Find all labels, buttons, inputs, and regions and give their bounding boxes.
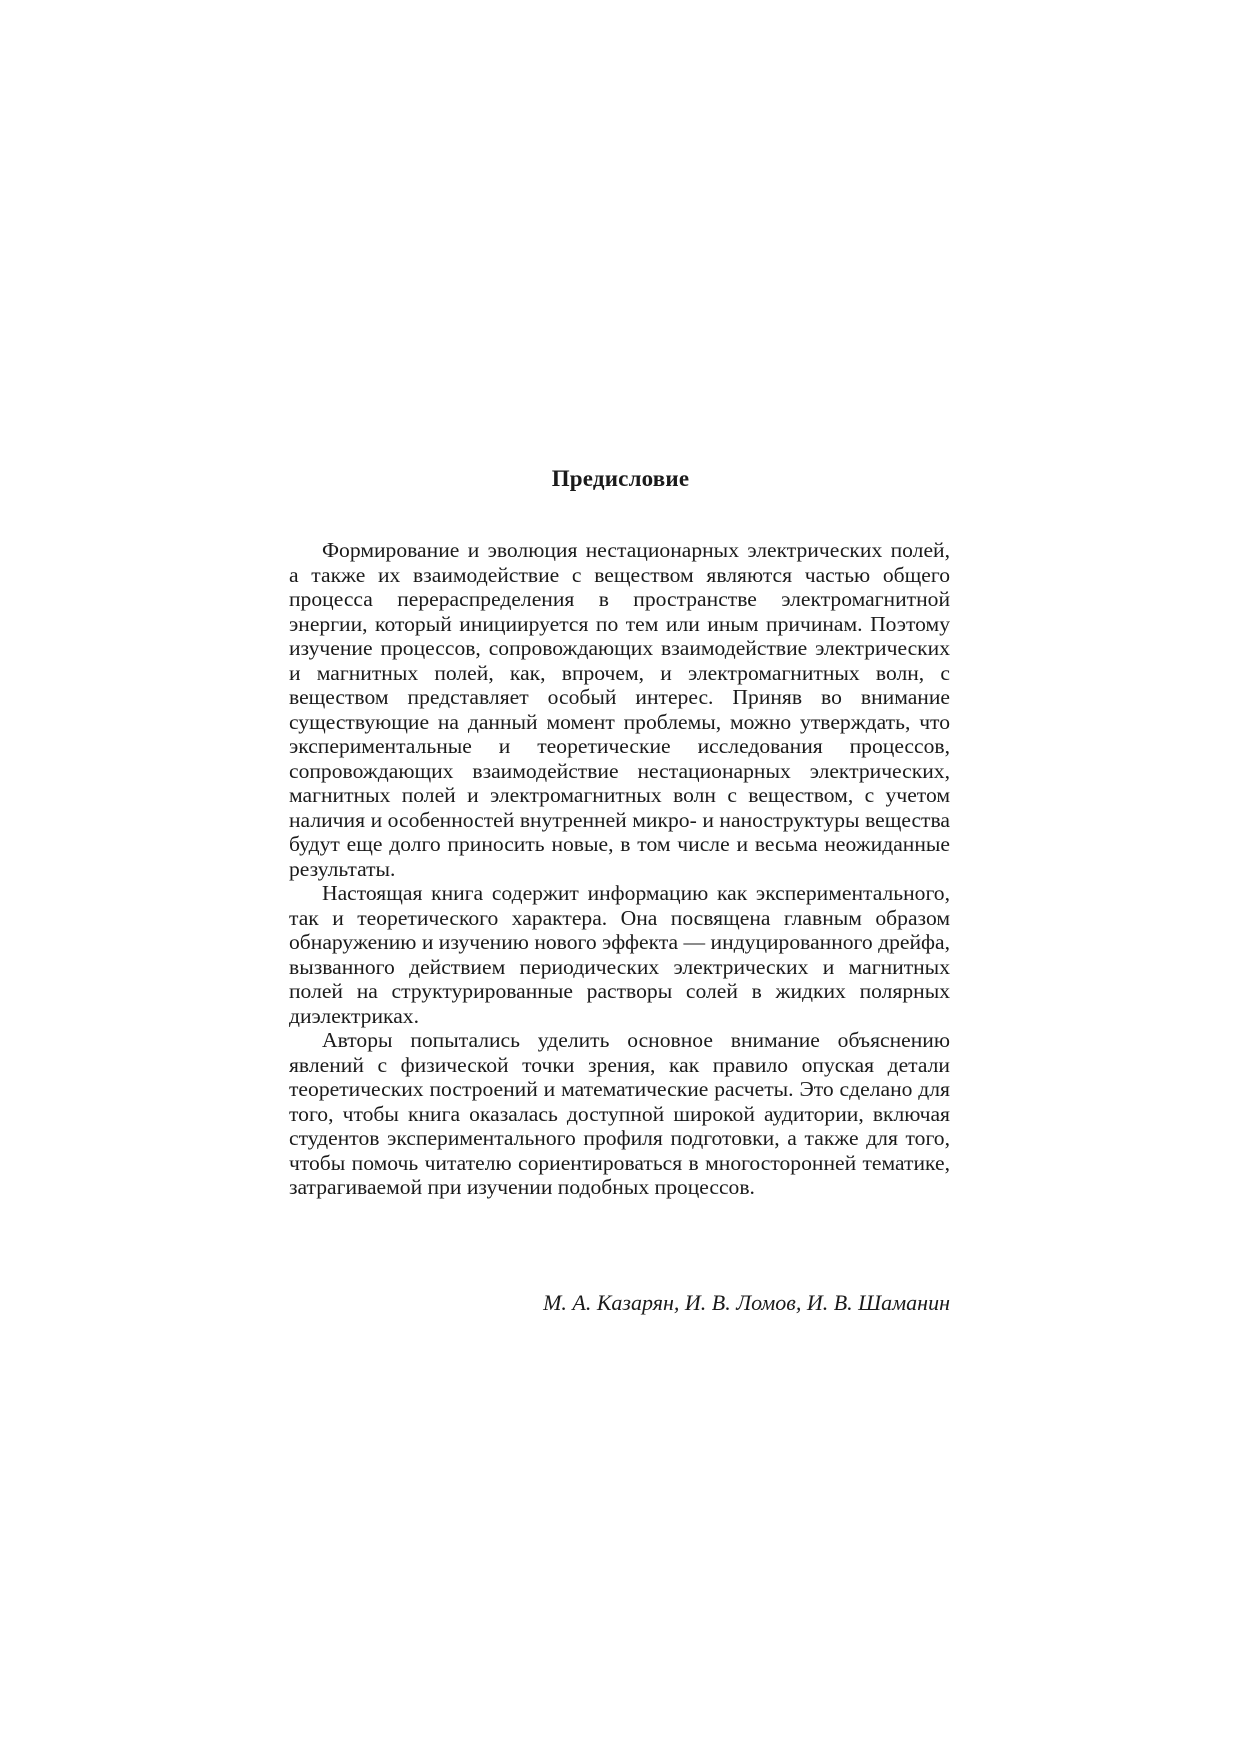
paragraph-2: Настоящая книга содержит информацию как экспериментального, так и теоретического характера. Она посвящена главным образом обнаружению и изучению нового эффекта — индуцированного дрейфа, вызванного действием периодических электрических и магнитных полей на структурированные растворы солей в жидких полярных диэлектриках. — [289, 881, 950, 1028]
paragraph-1: Формирование и эволюция нестационарных электрических полей, а также их взаимодействие с веществом являются частью общего процесса перераспределения в пространстве электромагнитной энергии, который инициируется по тем или иным причинам. Поэтому изучение процессов, сопровождающих взаимодействие электрических и магнитных полей, как, впрочем, и электромагнитных волн, с веществом представляет особый интерес. Приняв во внимание существующие на данный момент проблемы, можно утверждать, что экспериментальные и теоретические исследования процессов, сопровождающих взаимодействие нестационарных электрических, магнитных полей и электромагнитных волн с веществом, с учетом наличия и особенностей внутренней микро- и наноструктуры вещества будут еще долго приносить новые, в том числе и весьма неожиданные результаты. — [289, 538, 950, 881]
page-title: Предисловие — [551, 466, 690, 491]
authors-signature: М. А. Казарян, И. В. Ломов, И. В. Шаманин — [543, 1290, 950, 1315]
paragraph-3: Авторы попытались уделить основное внимание объяснению явлений с физической точки зрения, как правило опуская детали теоретических построений и математические расчеты. Это сделано для того, чтобы книга оказалась доступной широкой аудитории, включая студентов экспериментального профиля подготовки, а также для того, чтобы помочь читателю сориентироваться в многосторонней тематике, затрагиваемой при изучении подобных процессов. — [289, 1028, 950, 1199]
body-text — [289, 538, 950, 1200]
